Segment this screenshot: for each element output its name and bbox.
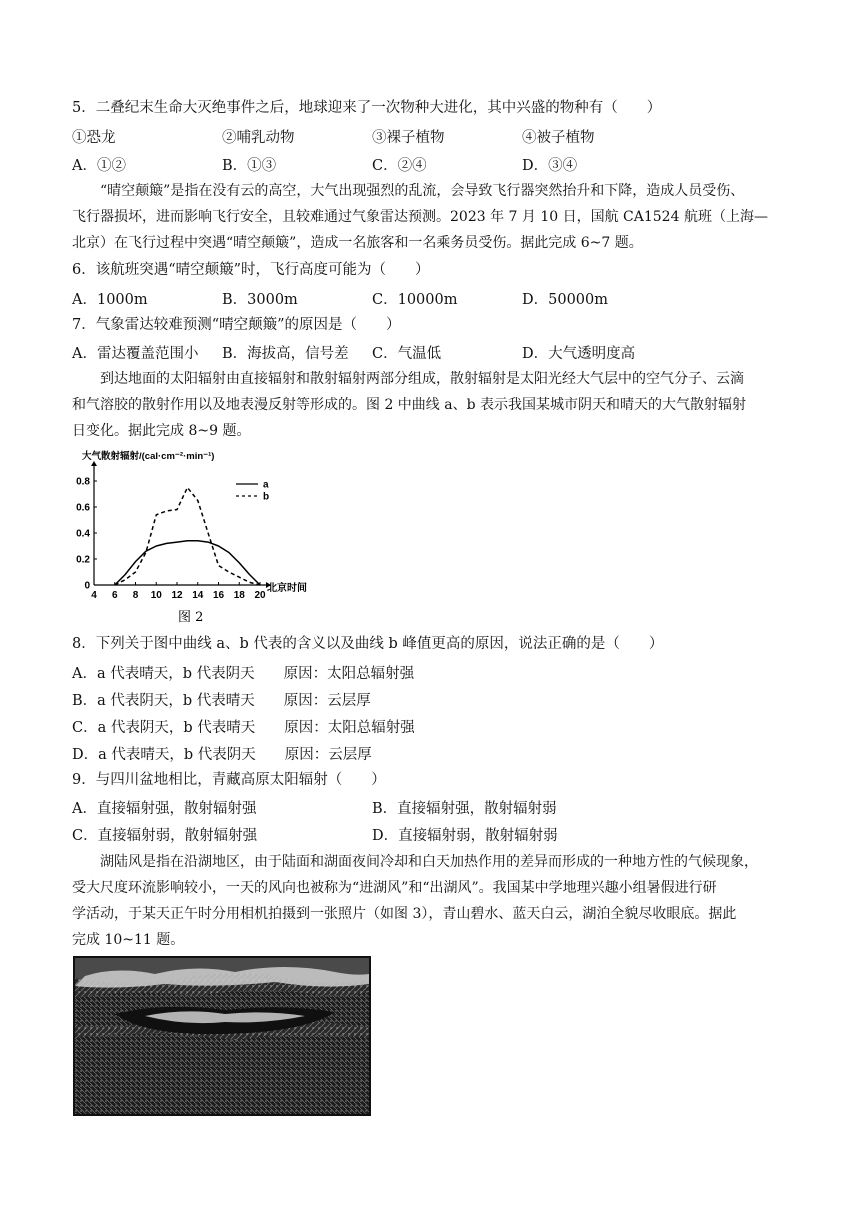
q6-stem: 6．该航班突遇“晴空颠簸”时，飞行高度可能为（ ） bbox=[72, 262, 430, 278]
passage2-line: 和气溶胶的散射作用以及地表漫反射等形成的。图 2 中曲线 a、b 表示我国某城市阴天和晴天的大气散射辐射 bbox=[72, 397, 747, 413]
lake-photo bbox=[73, 956, 371, 1116]
q6-option-d: D．50000m bbox=[522, 292, 609, 308]
chart-axes bbox=[76, 461, 271, 601]
chart-x-tick-label: 16 bbox=[212, 590, 225, 601]
q8-option-a: A．a 代表晴天，b 代表阴天 原因：太阳总辐射强 bbox=[72, 666, 415, 682]
chart-ylabel: 大气散射辐射/(cal·cm⁻²·min⁻¹) bbox=[82, 451, 215, 462]
q7-option-d: D．大气透明度高 bbox=[522, 346, 636, 362]
chart-legend-label-a: a bbox=[263, 479, 269, 491]
chart-x-tick-label: 6 bbox=[111, 590, 118, 601]
q5-item-3: ③裸子植物 bbox=[372, 130, 445, 146]
q8-option-c: C．a 代表阴天，b 代表晴天 原因：太阳总辐射强 bbox=[72, 720, 415, 736]
chart-y-tick-label: 0.8 bbox=[76, 476, 90, 488]
chart-x-tick-label: 8 bbox=[132, 590, 139, 601]
chart-legend-label-b: b bbox=[263, 491, 270, 503]
q6-option-a: A．1000m bbox=[72, 292, 148, 308]
passage1-line: 北京）在飞行过程中突遇“晴空颠簸”，造成一名旅客和一名乘务员受伤。据此完成 6~7 题。 bbox=[72, 235, 643, 251]
q7-option-b: B．海拔高，信号差 bbox=[222, 346, 349, 362]
q9-option-c: C．直接辐射弱，散射辐射强 bbox=[72, 828, 258, 844]
passage1-line: 飞行器损坏，进而影响飞行安全，且较难通过气象雷达预测。2023 年 7 月 10 日，国航 CA1524 航班（上海— bbox=[72, 209, 768, 225]
passage3-line: 完成 10~11 题。 bbox=[72, 932, 185, 948]
passage3-line: 受大尺度环流影响较小，一天的风向也被称为“进湖风”和“出湖风”。我国某中学地理兴趣小组暑假进行研 bbox=[72, 880, 717, 896]
q5-item-1: ①恐龙 bbox=[72, 130, 116, 146]
q5-option-a: A．①② bbox=[72, 158, 126, 174]
chart-series-a-line bbox=[115, 541, 260, 585]
chart-xlabel: 北京时间 bbox=[267, 583, 307, 594]
chart-x-tick-label: 18 bbox=[233, 590, 245, 601]
q7-stem: 7．气象雷达较难预测“晴空颠簸”的原因是（ ） bbox=[72, 317, 401, 333]
q8-stem: 8．下列关于图中曲线 a、b 代表的含义以及曲线 b 峰值更高的原因，说法正确的是（ ） bbox=[72, 636, 664, 652]
chart-x-tick-label: 10 bbox=[150, 590, 162, 601]
q9-option-d: D．直接辐射弱，散射辐射弱 bbox=[372, 828, 558, 844]
q5-stem: 5．二叠纪末生命大灭绝事件之后，地球迎来了一次物种大进化，其中兴盛的物种有（ ） bbox=[72, 100, 662, 116]
figure-2-chart bbox=[78, 446, 338, 626]
passage3-line: 湖陆风是指在沿湖地区，由于陆面和湖面夜间冷却和白天加热作用的差异而形成的一种地方性的气候现象， bbox=[100, 854, 758, 870]
passage-lake-land-breeze bbox=[72, 849, 792, 953]
chart-svg bbox=[78, 446, 338, 626]
chart-caption: 图 2 bbox=[178, 610, 204, 625]
lake-photo-image bbox=[75, 958, 369, 1114]
passage-clear-air-turbulence bbox=[72, 178, 792, 256]
q5-option-b: B．①③ bbox=[222, 158, 277, 174]
q8-option-b: B．a 代表阴天，b 代表晴天 原因：云层厚 bbox=[72, 693, 371, 709]
q8-option-d: D．a 代表晴天，b 代表阴天 原因：云层厚 bbox=[72, 747, 372, 763]
chart-series-b-line bbox=[115, 488, 260, 586]
q5-option-c: C．②④ bbox=[372, 158, 427, 174]
chart-x-tick-label: 4 bbox=[91, 590, 97, 601]
q6-option-b: B．3000m bbox=[222, 292, 298, 308]
chart-y-tick-label: 0.4 bbox=[76, 528, 90, 540]
passage2-line: 到达地面的太阳辐射由直接辐射和散射辐射两部分组成，散射辐射是太阳光经大气层中的空气分子、云滴 bbox=[100, 371, 744, 387]
q7-option-a: A．雷达覆盖范围小 bbox=[72, 346, 199, 362]
chart-y-tick-label: 0.2 bbox=[76, 554, 90, 566]
chart-x-tick-label: 12 bbox=[171, 590, 183, 601]
q6-option-c: C．10000m bbox=[372, 292, 458, 308]
q5-item-4: ④被子植物 bbox=[522, 130, 595, 146]
q9-option-b: B．直接辐射强，散射辐射弱 bbox=[372, 801, 557, 817]
q5-item-2: ②哺乳动物 bbox=[222, 130, 295, 146]
q7-option-c: C．气温低 bbox=[372, 346, 442, 362]
chart-series bbox=[115, 480, 269, 586]
chart-y-tick-label: 0.6 bbox=[76, 502, 90, 514]
passage2-line: 日变化。据此完成 8~9 题。 bbox=[72, 423, 251, 439]
chart-x-tick-label: 20 bbox=[254, 590, 266, 601]
q5-option-d: D．③④ bbox=[522, 158, 578, 174]
q9-stem: 9．与四川盆地相比，青藏高原太阳辐射（ ） bbox=[72, 772, 386, 788]
chart-x-tick-label: 14 bbox=[192, 590, 204, 601]
q9-option-a: A．直接辐射强，散射辐射强 bbox=[72, 801, 257, 817]
passage3-line: 学活动，于某天正午时分用相机拍摄到一张照片（如图 3），青山碧水、蓝天白云，湖泊全貌尽收眼底。据此 bbox=[72, 906, 737, 922]
passage-scattered-radiation bbox=[72, 366, 792, 444]
chart-y-tick-label: 0 bbox=[84, 580, 90, 592]
passage1-line: “晴空颠簸”是指在没有云的高空，大气出现强烈的乱流，会导致飞行器突然抬升和下降，造成人员受伤、 bbox=[100, 183, 745, 199]
